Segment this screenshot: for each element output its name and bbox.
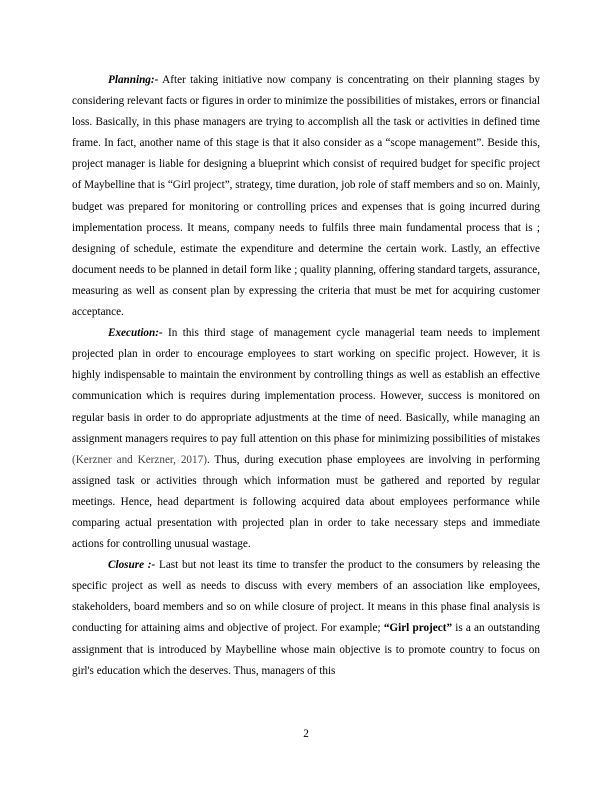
document-body bbox=[72, 70, 540, 682]
page-number: 2 bbox=[303, 728, 309, 740]
closure-text: Last but not least its time to transfer the product to the consumers by releasing the specific project as well as needs to discuss with every members of an association like employees, stakeholders, board members and so on while closure of project. It means in this phase final analysis is conducting for attaining aims and objective of project. For example; bbox=[72, 559, 540, 635]
planning-heading: Planning:- bbox=[108, 74, 159, 86]
planning-text: After taking initiative now company is concentrating on their planning stages by considering relevant facts or figures in order to minimize the possibilities of mistakes, errors or financial loss. Basically, in this phase managers are trying to accomplish all the task or activities in defined time frame. In fact, another name of this stage is that it also consider as a “scope management”. Beside this, project manager is liable for designing a blueprint which consist of required budget for specific project of Maybelline that is “Girl project”, strategy, time duration, job role of staff members and so on. Mainly, budget was prepared for monitoring or controlling prices and expenses that is going incurred during implementation process. It means, company needs to fulfils three main fundamental process that is ; designing of schedule, estimate the expenditure and determine the certain work. Lastly, an effective document needs to be planned in detail form like ; quality planning, offering standard targets, assurance, measuring as well as consent plan by expressing the criteria that must be met for acquiring customer acceptance. bbox=[72, 74, 540, 319]
execution-text: In this third stage of management cycle managerial team needs to implement projected plan in order to encourage employees to start working on specific project. However, it is highly indispensable to maintain the environment by controlling things as well as establish an effective communication which is requires during implementation process. However, success is monitored on regular basis in order to do appropriate adjustments at the time of need. Basically, while managing an assignment managers requires to pay full attention on this phase for minimizing possibilities of mistakes bbox=[72, 327, 540, 445]
girl-project-term: “Girl project” bbox=[383, 622, 453, 635]
citation: (Kerzner and Kerzner, 2017) bbox=[72, 453, 207, 466]
execution-heading: Execution:- bbox=[108, 327, 163, 340]
closure-heading: Closure :- bbox=[108, 559, 156, 572]
planning-paragraph bbox=[72, 70, 540, 323]
closure-text-continued: is a an outstanding assignment that is introduced by Maybelline whose main objective is to promote country to focus on girl's education which the deserves. Thus, managers of this bbox=[72, 622, 540, 677]
execution-text-continued: . Thus, during execution phase employees are involving in performing assigned task or activities through which information must be gathered and reported by regular meetings. Hence, head department is following acquired data about employees performance while comparing actual presentation with projected plan in order to take necessary steps and immediate actions for controlling unusual wastage. bbox=[72, 453, 540, 551]
closure-paragraph bbox=[72, 555, 540, 682]
execution-paragraph bbox=[72, 323, 540, 555]
